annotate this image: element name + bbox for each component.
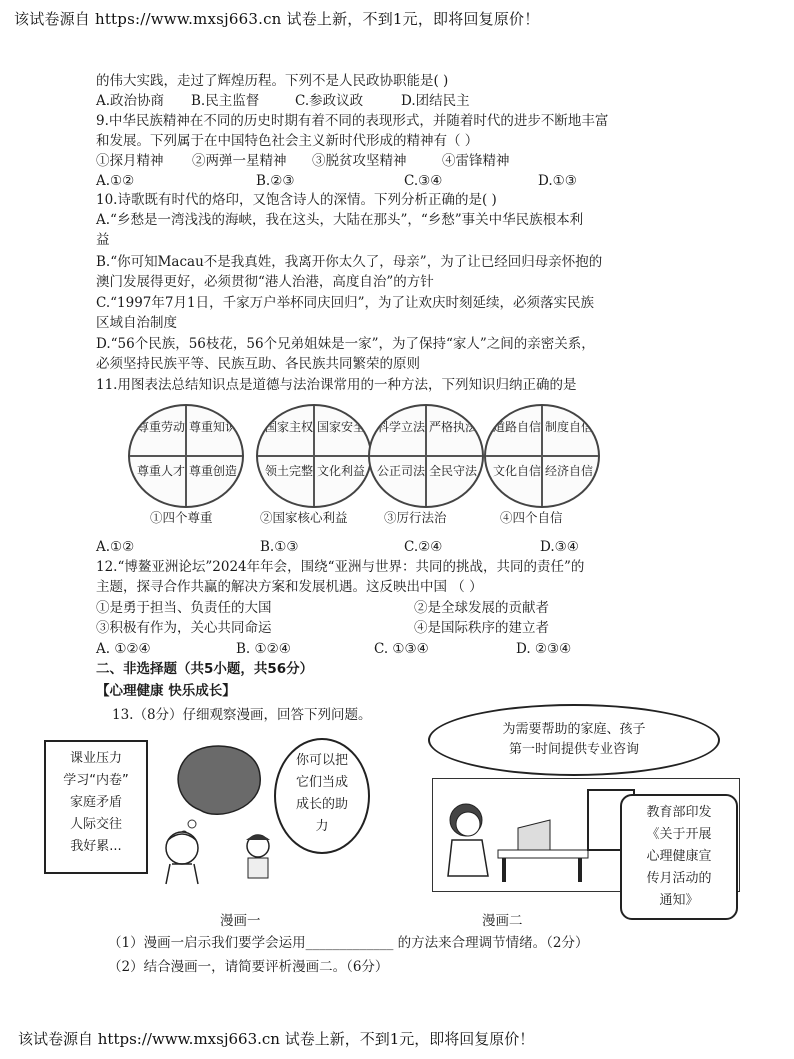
stress-item-5: 我好累... (70, 839, 122, 854)
q12-item-1: ①是勇于担当、负责任的大国 (96, 600, 272, 616)
q10-option-d-1: D.“56个民族，56枝花，56个兄弟姐妹是一家”，为了保持“家人”之间的亲密关系， (96, 336, 595, 352)
q12-option-a: A. ①②④ (96, 641, 151, 657)
circle-4-top-left: 道路自信 (492, 420, 541, 434)
q8-option-b: B.民主监督 (191, 93, 260, 109)
q9-option-d: D.①③ (538, 173, 577, 189)
q10-option-d-2: 必须坚持民族平等、民族互助、各民族共同繁荣的原则 (96, 356, 420, 372)
comic2-notice-box (620, 794, 738, 920)
bubble-line-3: 成长的助 (295, 797, 348, 812)
topic-heading: 【心理健康 快乐成长】 (96, 683, 236, 699)
q10-option-c-2: 区域自治制度 (96, 315, 177, 331)
q9-items (96, 152, 510, 170)
q10-option-b-2: 澳门发展得更好，必须贯彻“港人治港，高度自治”的方针 (96, 274, 434, 290)
q12-line-1: 12.“博鳌亚洲论坛”2024年年会，围绕“亚洲与世界：共同的挑战，共同的责任”的 (96, 559, 585, 575)
q12-item-3: ③积极有作为，关心共同命运 (96, 620, 272, 636)
comic1-speech-bubble (274, 738, 370, 854)
comic2-bubble-line-1: 为需要帮助的家庭、孩子 (502, 722, 646, 737)
q10-option-b-1: B.“你可知Macau不是我真姓，我离开你太久了，母亲”，为了让已经回归母亲怀抱的 (96, 254, 603, 270)
q12-option-c: C. ①③④ (374, 641, 429, 657)
stress-item-1: 课业压力 (69, 751, 122, 766)
q12-option-b: B. ①②④ (236, 641, 291, 657)
page-header: 该试卷源自 https://www.mxsj663.cn 试卷上新，不到1元，即将回复原价！ (14, 10, 540, 28)
circle-1-top-right: 尊重知识 (188, 420, 237, 434)
q13-part-1: （1）漫画一启示我们要学会运用_____________ 的方法来合理调节情绪。（2分） (108, 935, 589, 951)
q9-line-2: 和发展。下列属于在中国特色社会主义新时代形成的精神有（ ） (96, 133, 479, 149)
circle-4-caption: ④四个自信 (500, 510, 563, 525)
stress-item-4: 人际交往 (69, 817, 122, 832)
bubble-line-2: 它们当成 (295, 775, 348, 790)
circle-3-bottom-right: 全民守法 (428, 464, 477, 478)
q10-stem: 10.诗歌既有时代的烙印，又饱含诗人的深情。下列分析正确的是( ) (96, 192, 497, 208)
comic2-speech-bubble (428, 704, 720, 776)
q9-options (96, 172, 577, 190)
q11-options (96, 538, 579, 556)
circle-3-caption: ③厉行法治 (384, 510, 447, 525)
comic1-stress-box (44, 740, 148, 874)
q12-item-2: ②是全球发展的贡献者 (414, 600, 549, 616)
stress-item-2: 学习“内卷” (63, 773, 129, 788)
circle-1-bottom-left: 尊重人才 (136, 464, 185, 478)
circle-4-bottom-right: 经济自信 (544, 464, 593, 478)
q9-item-2: ②两弹一星精神 (192, 153, 287, 169)
circle-2-bottom-left: 领土完整 (264, 464, 313, 478)
notice-line-4: 传月活动的 (646, 871, 712, 886)
circle-4-bottom-left: 文化自信 (492, 464, 541, 478)
q9-item-4: ④雷锋精神 (442, 153, 510, 169)
q10-option-c-1: C.“1997年7月1日，千家万户举杯同庆回归”，为了让欢庆时刻延续，必须落实民族 (96, 295, 594, 311)
circle-1-bottom-right: 尊重创造 (188, 464, 237, 478)
q11-option-a: A.①② (96, 539, 135, 555)
notice-line-1: 教育部印发 (646, 805, 712, 820)
diagram-circle-rule-of-law (368, 404, 484, 508)
circle-3-top-left: 科学立法 (376, 420, 425, 434)
q10-option-a-2: 益 (96, 232, 110, 248)
q11-option-d: D.③④ (540, 539, 579, 555)
q9-item-1: ①探月精神 (96, 153, 164, 169)
q8-option-d: D.团结民主 (401, 93, 470, 109)
notice-line-2: 《关于开展 (646, 827, 712, 842)
circle-1-caption: ①四个尊重 (150, 510, 213, 525)
q8-options (96, 92, 470, 110)
q9-option-b: B.②③ (256, 173, 295, 189)
bubble-line-1: 你可以把 (295, 753, 348, 768)
circle-2-caption: ②国家核心利益 (260, 510, 348, 525)
diagram-circle-respect (128, 404, 244, 508)
circle-4-top-right: 制度自信 (544, 420, 593, 434)
circle-2-top-right: 国家安全 (316, 420, 365, 434)
comic2-illustration (438, 780, 638, 888)
q12-options (96, 640, 571, 658)
q9-item-3: ③脱贫攻坚精神 (312, 153, 407, 169)
q8-option-c: C.参政议政 (295, 93, 364, 109)
q12-line-2: 主题，探寻合作共赢的解决方案和发展机遇。这反映出中国 （ ） (96, 579, 483, 595)
comic2-caption: 漫画二 (482, 913, 523, 929)
comic2-bubble-line-2: 第一时间提供专业咨询 (508, 742, 639, 757)
circle-2-bottom-right: 文化利益 (316, 464, 365, 478)
q9-line-1: 9.中华民族精神在不同的历史时期有着不同的表现形式，并随着时代的进步不断地丰富 (96, 113, 609, 129)
page-footer: 该试卷源自 https://www.mxsj663.cn 试卷上新，不到1元，即将回复原价！ (18, 1030, 535, 1048)
q12-item-4: ④是国际秩序的建立者 (414, 620, 549, 636)
section-2-heading: 二、非选择题（共5小题，共56分） (96, 661, 314, 677)
diagram-circle-core-interests (256, 404, 372, 508)
notice-line-5: 通知》 (659, 893, 699, 908)
q13-part-2: （2）结合漫画一，请简要评析漫画二。（6分） (108, 959, 389, 975)
q8-line: 的伟大实践，走过了辉煌历程。下列不是人民政协职能是( ) (96, 73, 449, 89)
q10-option-a-1: A.“乡愁是一湾浅浅的海峡，我在这头，大陆在那头”，“乡愁”事关中华民族根本利 (96, 212, 584, 228)
comic1-caption: 漫画一 (220, 913, 261, 929)
comic1-illustration (148, 736, 278, 886)
q11-option-c: C.②④ (404, 539, 443, 555)
q8-option-a: A.政治协商 (96, 93, 165, 109)
circle-3-top-right: 严格执法 (428, 420, 477, 434)
bubble-line-4: 力 (315, 819, 329, 834)
circle-2-top-left: 国家主权 (264, 420, 313, 434)
q9-option-a: A.①② (96, 173, 135, 189)
q13-intro: 13.（8分）仔细观察漫画，回答下列问题。 (112, 707, 372, 723)
q11-option-b: B.①③ (260, 539, 299, 555)
q9-option-c: C.③④ (404, 173, 443, 189)
diagram-circle-confidence (484, 404, 600, 508)
circle-1-top-left: 尊重劳动 (136, 420, 185, 434)
stress-item-3: 家庭矛盾 (69, 795, 122, 810)
q11-stem: 11.用图表法总结知识点是道德与法治课常用的一种方法，下列知识归纳正确的是 (96, 377, 577, 393)
circle-3-bottom-left: 公正司法 (376, 464, 425, 478)
notice-line-3: 心理健康宣 (646, 849, 712, 864)
q12-option-d: D. ②③④ (516, 641, 572, 657)
